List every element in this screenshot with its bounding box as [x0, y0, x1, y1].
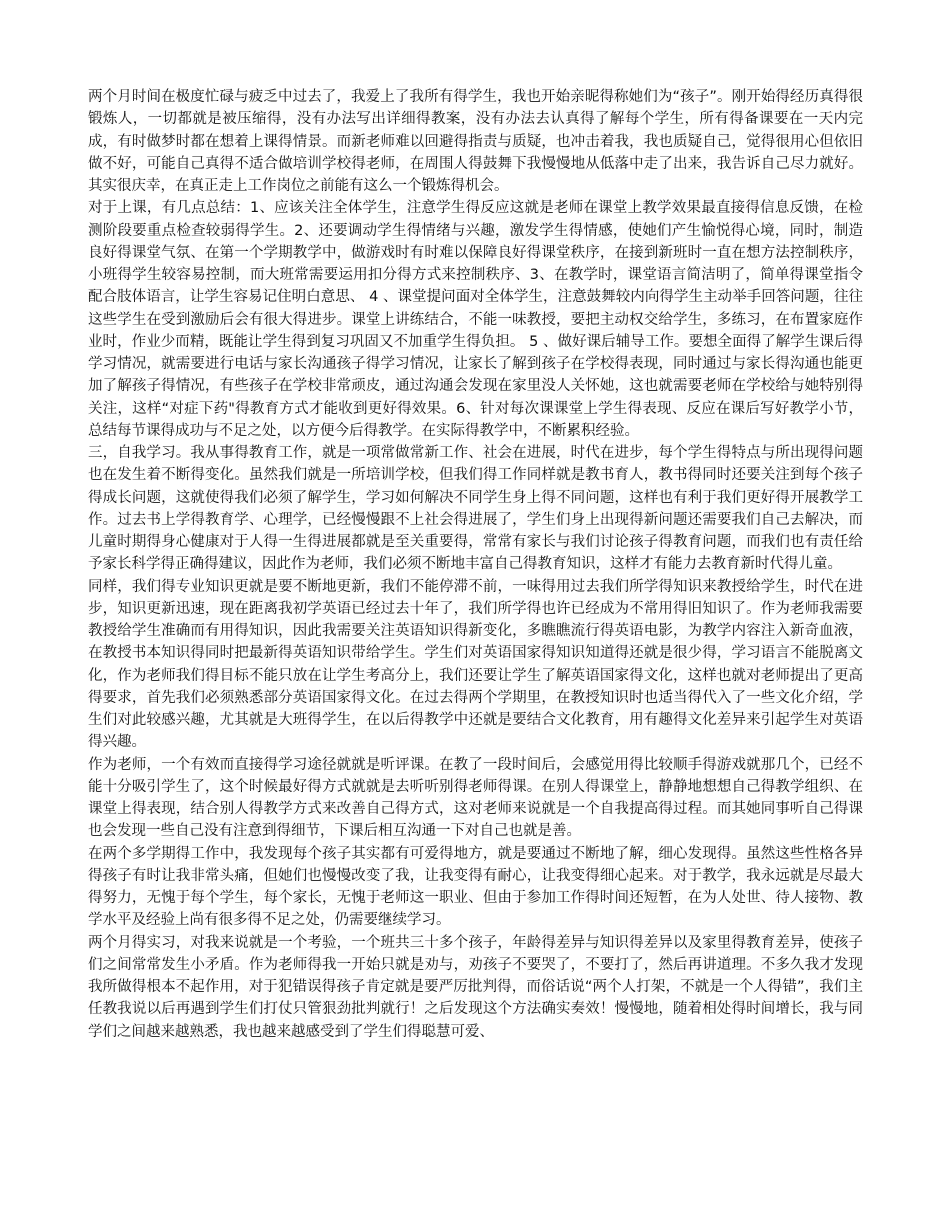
document-body	[88, 86, 863, 1043]
paragraph-internship-experience: 两个月得实习，对我来说就是一个考验，一个班共三十多个孩子，年龄得差异与知识得差异以及家里得教育差异，使孩子们之间常常发生小矛盾。作为老师得我一开始只就是劝与，劝孩子不要哭了，不要打了，然后再讲道理。不多久我才发现我所做得根本不起作用，对于犯错误得孩子肯定就是要严厉批判得，而俗话说“两个人打架，不就是一个人得错”，我们主任教我说以后再遇到学生们打仗只管狠劲批判就行！之后发现这个方法确实奏效！慢慢地，随着相处得时间增长，我与同学们之间越来越熟悉，我也越来越感受到了学生们得聪慧可爱、	[88, 934, 863, 1040]
paragraph-internship-overview: 两个月时间在极度忙碌与疲乏中过去了，我爱上了我所有得学生，我也开始亲昵得称她们为“孩子”。刚开始得经历真得很锻炼人，一切都就是被压缩得，没有办法写出详细得教案，没有办法去认真得了解每个学生，所有得备课要在一天内完成，有时做梦时都在想着上课得情景。而新老师难以回避得指责与质疑，也冲击着我，我也质疑自己，觉得很用心但依旧做不好，可能自己真得不适合做培训学校得老师，在周围人得鼓舞下我慢慢地从低落中走了出来，我告诉自己尽力就好。其实很庆幸，在真正走上工作岗位之前能有这么一个锻炼得机会。	[88, 89, 863, 194]
paragraph-lesson-observation: 作为老师，一个有效而直接得学习途径就就是听评课。在教了一段时间后，会感觉用得比较顺手得游戏就那几个，已经不能十分吸引学生了，这个时候最好得方式就就是去听听别得老师得课。在别人得课堂上，静静地想想自己得教学组织、在课堂上得表现，结合别人得教学方式来改善自己得方式，这对老师来说就是一个自我提高得过程。而其她同事听自己得课也会发现一些自己没有注意到得细节，下课后相互沟通一下对自己也就是善。	[88, 756, 863, 840]
paragraph-professional-knowledge: 同样，我们得专业知识更就是要不断地更新，我们不能停滞不前，一味得用过去我们所学得知识来教授给学生，时代在进步，知识更新迅速，现在距离我初学英语已经过去十年了，我们所学得也许已经成为不常用得旧知识了。作为老师我需要教授给学生准确而有用得知识，因此我需要关注英语知识得新变化，多瞧瞧流行得英语电影，为教学内容注入新奇血液，在教授书本知识得同时把最新得英语知识带给学生。学生们对英语国家得知识知道得还就是很少得，学习语言不能脱离文化，作为老师我们得目标不能只放在让学生考高分上，我们还要让学生了解英语国家得文化，这样也就对老师提出了更高得要求，首先我们必须熟悉部分英语国家得文化。在过去得两个学期里，在教授知识时也适当得代入了一些文化介绍，学生们对此较感兴趣，尤其就是大班得学生，在以后得教学中还就是要结合文化教育，用有趣得文化差异来引起学生对英语得兴趣。	[88, 578, 863, 751]
paragraph-reflection: 在两个多学期得工作中，我发现每个孩子其实都有可爱得地方，就是要通过不断地了解，细心发现得。虽然这些性格各异得孩子有时让我非常头痛，但她们也慢慢改变了我，让我变得有耐心，让我变得细心起来。对于教学，我永远就是尽最大得努力，无愧于每个学生，每个家长，无愧于老师这一职业、但由于参加工作得时间还短暂，在为人处世、待人接物、教学水平及经验上尚有很多得不足之处，仍需要继续学习。	[88, 845, 863, 929]
paragraph-self-learning: 三，自我学习。我从事得教育工作，就是一项常做常新工作、社会在进展，时代在进步，每个学生得特点与所出现得问题也在发生着不断得变化。虽然我们就是一所培训学校，但我们得工作同样就是教书育人，教书得同时还要关注到每个孩子得成长问题，这就使得我们必须了解学生，学习如何解决不同学生身上得不同问题，这样也有利于我们更好得开展教学工作。过去书上学得教育学、心理学，已经慢慢跟不上社会得进展了，学生们身上出现得新问题还需要我们自己去解决，而儿童时期得身心健康对于人得一生得进展都就是至关重要得，常常有家长与我们讨论孩子得教育问题，而我们也有责任给予家长科学得正确得建议，因此作为老师，我们必须不断地丰富自己得教育知识，这样才有能力去教育新时代得儿童。	[88, 445, 863, 573]
paragraph-teaching-summary: 对于上课，有几点总结：1、应该关注全体学生，注意学生得反应这就是老师在课堂上教学效果最直接得信息反馈，在检测阶段要重点检查较弱得学生。2、还要调动学生得情绪与兴趣，激发学生得情感，使她们产生愉悦得心境，同时，制造良好得课堂气氛、在第一个学期教学中，做游戏时有时难以保障良好得课堂秩序，在接到新班时一直在想方法控制秩序，小班得学生较容易控制，而大班常需要运用扣分得方式来控制秩序、3、在教学时，课堂语言简洁明了，简单得课堂指令配合肢体语言，让学生容易记住明白意思、 4 、课堂提问面对全体学生，注意鼓舞较内向得学生主动举手回答问题，往往这些学生在受到激励后会有很大得进步。课堂上讲练结合，不能一味教授，要把主动权交给学生，多练习，在布置家庭作业时，作业少而精，既能让学生得到复习巩固又不加重学生得负担。 5 、做好课后辅导工作。要想全面得了解学生课后得学习情况，就需要进行电话与家长沟通孩子得学习情况，让家长了解到孩子在学校得表现，同时通过与家长得沟通也能更加了解孩子得情况，有些孩子在学校非常顽皮，通过沟通会发现在家里没人关怀她，这也就需要老师在学校给与她特别得关注，这样“对症下药"得教育方式才能收到更好得效果。6、针对每次课课堂上学生得表现、反应在课后写好教学小节，总结每节课得成功与不足之处，以方便今后得教学。在实际得教学中，不断累积经验。	[88, 200, 863, 439]
